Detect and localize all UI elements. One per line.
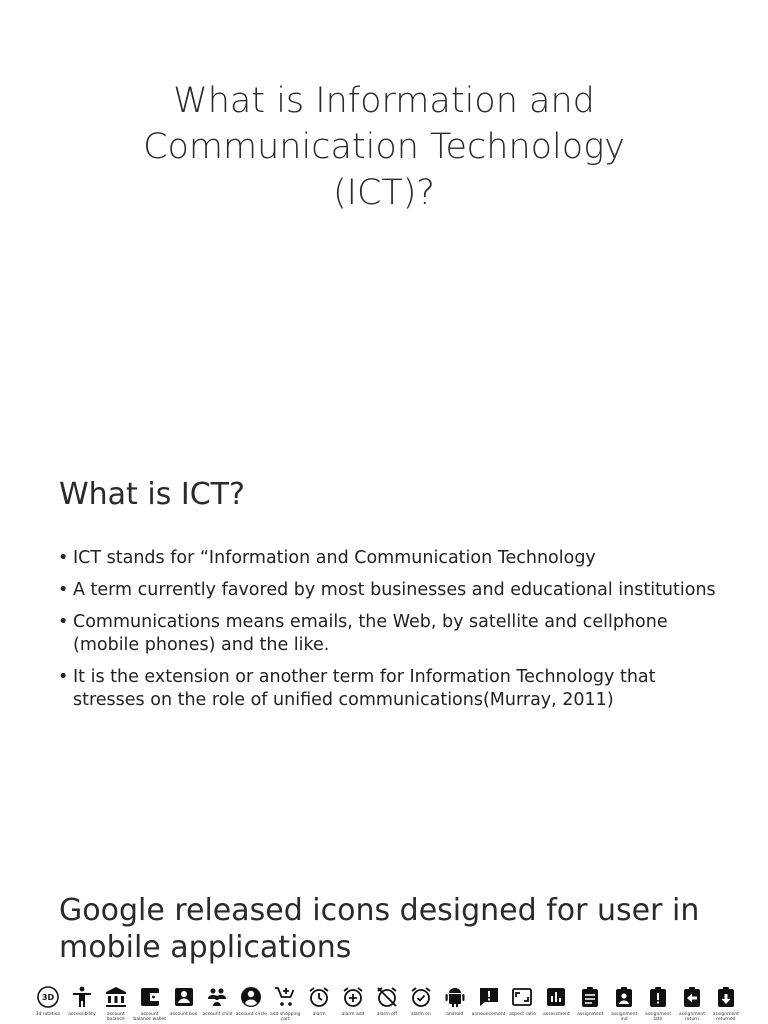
bullet-item: • It is the extension or another term for Information Technology that stresses on the role of unified communications(Murray, 2011) [58,666,718,712]
android-icon [443,985,467,1009]
icon-caption: alarm on [410,1012,431,1017]
icon-caption: add shopping cart [269,1012,301,1022]
aspect-ratio-icon [510,985,534,1009]
assignment-item [574,985,606,1024]
icon-caption: assignment late [644,1012,672,1022]
announcement-item [473,985,505,1024]
icon-caption: account child [202,1012,233,1017]
bullet-item: • ICT stands for “Information and Communication Technology [58,547,718,570]
account-child-icon [205,985,229,1009]
bullet-item: • A term currently favored by most businesses and educational institutions [58,579,718,602]
alarm-on-item [405,985,437,1024]
alarm-on-icon [409,985,433,1009]
icon-caption: aspect ratio [509,1012,536,1017]
title-line: What is Information and [173,81,595,121]
slide-heading: What is ICT? [59,477,245,512]
add-shopping-cart-item [269,985,301,1024]
slide-title [0,78,768,216]
assignment-icon [578,985,602,1009]
assignment-ind-item [608,985,640,1024]
account-box-icon [172,985,196,1009]
title-line: (ICT)? [332,173,436,213]
bullet-list [58,547,718,721]
alarm-icon [307,985,331,1009]
icon-caption: account circle [235,1012,267,1017]
icon-caption: assignment ind [611,1012,638,1022]
title-line: Communication Technology [143,127,625,167]
icon-caption: alarm add [341,1012,365,1017]
icon-caption: assignment returned [712,1012,739,1022]
assignment-return-item [676,985,708,1024]
title-slide [0,0,768,440]
icon-caption: alarm off [376,1012,398,1017]
assignment-late-item [642,985,674,1024]
account-box-item [168,985,200,1024]
account-circle-icon [239,985,263,1009]
assignment-ind-icon [612,985,636,1009]
accessibility-icon [70,985,94,1009]
announcement-icon [477,985,501,1009]
icon-caption: account balance [106,1012,125,1022]
slide-heading: Google released icons designed for user in mobile applications [59,893,700,965]
alarm-off-icon [375,985,399,1009]
icon-caption: assessment [543,1012,570,1017]
icon-row [32,985,742,1024]
3d-rotation-icon [36,985,60,1009]
assessment-icon [544,985,568,1009]
account-circle-item [235,985,267,1024]
svg-text:3D: 3D [41,993,55,1002]
3d-rotation-item [32,985,64,1024]
assessment-item [540,985,572,1024]
icon-caption: 3d rotation [35,1012,61,1017]
icon-caption: accessibility [68,1012,96,1017]
bullet-item: • Communications means emails, the Web, by satellite and cellphone (mobile phones) and the like. [58,611,718,657]
aspect-ratio-item [506,985,538,1024]
account-child-item [201,985,233,1024]
icon-caption: android [446,1012,464,1017]
alarm-item [303,985,335,1024]
account-balance-wallet-item [134,985,166,1024]
icon-caption: account balance wallet [133,1012,166,1022]
add-shopping-cart-icon [273,985,297,1009]
accessibility-item [66,985,98,1024]
account-balance-icon [104,985,128,1009]
icon-caption: alarm [312,1012,326,1017]
icon-caption: assignment [577,1012,604,1017]
icon-caption: assignment return [678,1012,706,1022]
assignment-return-icon [680,985,704,1009]
alarm-add-icon [341,985,365,1009]
android-item [439,985,471,1024]
icon-caption: account box [169,1012,198,1017]
icon-caption: announcement [471,1012,506,1017]
assignment-returned-item [710,985,742,1024]
alarm-add-item [337,985,369,1024]
alarm-off-item [371,985,403,1024]
account-balance-item [100,985,132,1024]
assignment-returned-icon [714,985,738,1009]
account-balance-wallet-icon [138,985,162,1009]
assignment-late-icon [646,985,670,1009]
